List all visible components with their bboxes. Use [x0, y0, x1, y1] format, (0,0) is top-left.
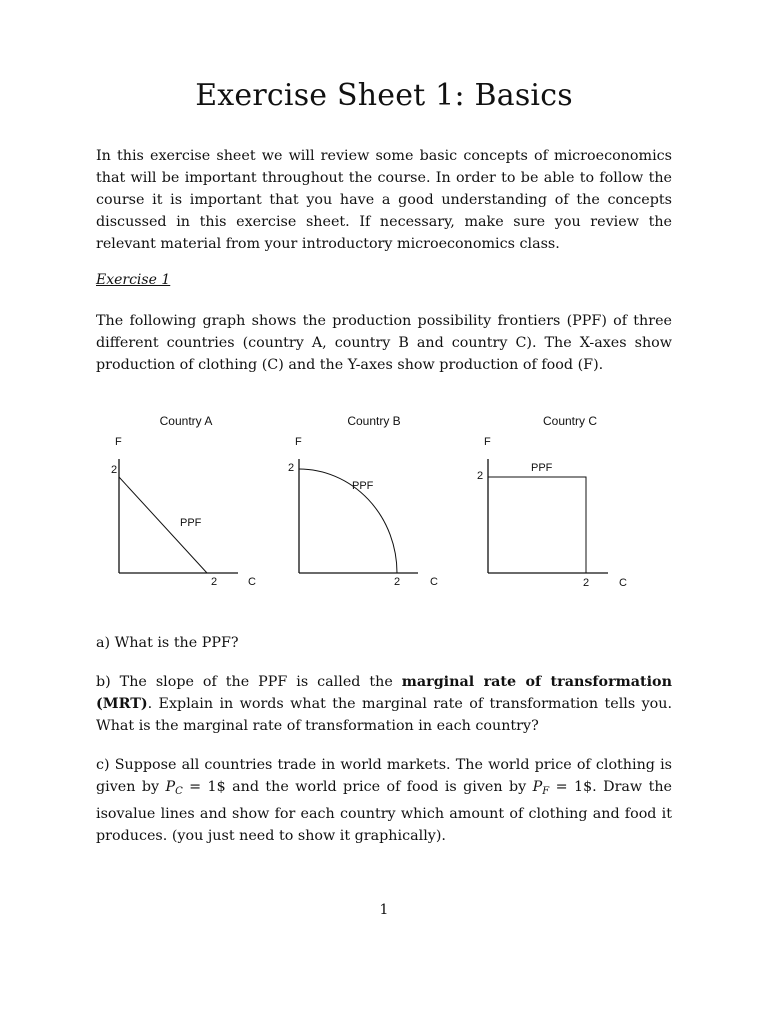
question-b-before: b) The slope of the PPF is called the	[96, 674, 402, 690]
y-axis-label: F	[484, 436, 491, 448]
question-c-part1: c) Suppose all countries trade in world markets. The world price of clothing is given by	[96, 757, 672, 795]
price-food-subscript: F	[542, 786, 550, 797]
ppf-label: PPF	[352, 480, 374, 492]
exercise-heading: Exercise 1	[96, 272, 171, 288]
chart-country-c	[477, 414, 627, 589]
price-food-value: = 1$	[549, 779, 593, 795]
question-b	[96, 671, 672, 737]
price-clothing-subscript: C	[175, 786, 183, 797]
intro-paragraph: In this exercise sheet we will review some basic concepts of microeconomics that will be important throughout the course. In order to be able to follow the course it is important that you have a good understanding of the concepts discussed in this exercise sheet. If necessary, make sure you review the relevant material from your introductory microeconomics class.	[96, 148, 672, 252]
y-axis-label: F	[115, 436, 122, 448]
page-number: 1	[379, 902, 389, 918]
question-b-after: . Explain in words what the marginal rate of transformation tells you. What is the marginal rate of transformation in each country?	[96, 696, 672, 734]
y-tick-label: 2	[288, 462, 295, 474]
mrt-term: marginal rate of transformation (MRT)	[96, 674, 672, 712]
x-tick-label: 2	[394, 576, 401, 588]
question-c-part3: . Draw the isovalue lines and show for each country which amount of clothing and food it produces. (you just need to show it graphically).	[96, 779, 672, 844]
ppf-curve	[299, 469, 397, 573]
question-a: a) What is the PPF?	[96, 635, 239, 651]
ppf-rect	[488, 477, 586, 573]
x-tick-label: 2	[583, 577, 590, 589]
question-c	[96, 754, 672, 847]
price-clothing-value: = 1$	[182, 779, 226, 795]
page-title: Exercise Sheet 1: Basics	[195, 78, 573, 113]
x-axis-label: C	[430, 576, 438, 588]
y-tick-label: 2	[111, 464, 118, 476]
x-tick-label: 2	[211, 576, 218, 588]
chart-country-b	[288, 414, 438, 588]
ppf-label: PPF	[180, 517, 202, 529]
ppf-graphs	[90, 405, 650, 595]
x-axis-label: C	[619, 577, 627, 589]
exercise-description: The following graph shows the production possibility frontiers (PPF) of three different countries (country A, country B and country C). The X-axes show production of clothing (C) and the Y-axes show production of food (F).	[96, 313, 672, 373]
y-tick-label: 2	[477, 470, 484, 482]
y-axis-label: F	[295, 436, 302, 448]
question-c-part2: and the world price of food is given by	[225, 779, 533, 795]
x-axis-label: C	[248, 576, 256, 588]
chart-title: Country A	[159, 414, 213, 428]
chart-title: Country B	[347, 414, 401, 428]
chart-country-a	[111, 414, 256, 588]
price-food-symbol: P	[532, 779, 543, 795]
ppf-label: PPF	[531, 462, 553, 474]
price-clothing-symbol: P	[165, 779, 176, 795]
chart-title: Country C	[542, 414, 598, 428]
